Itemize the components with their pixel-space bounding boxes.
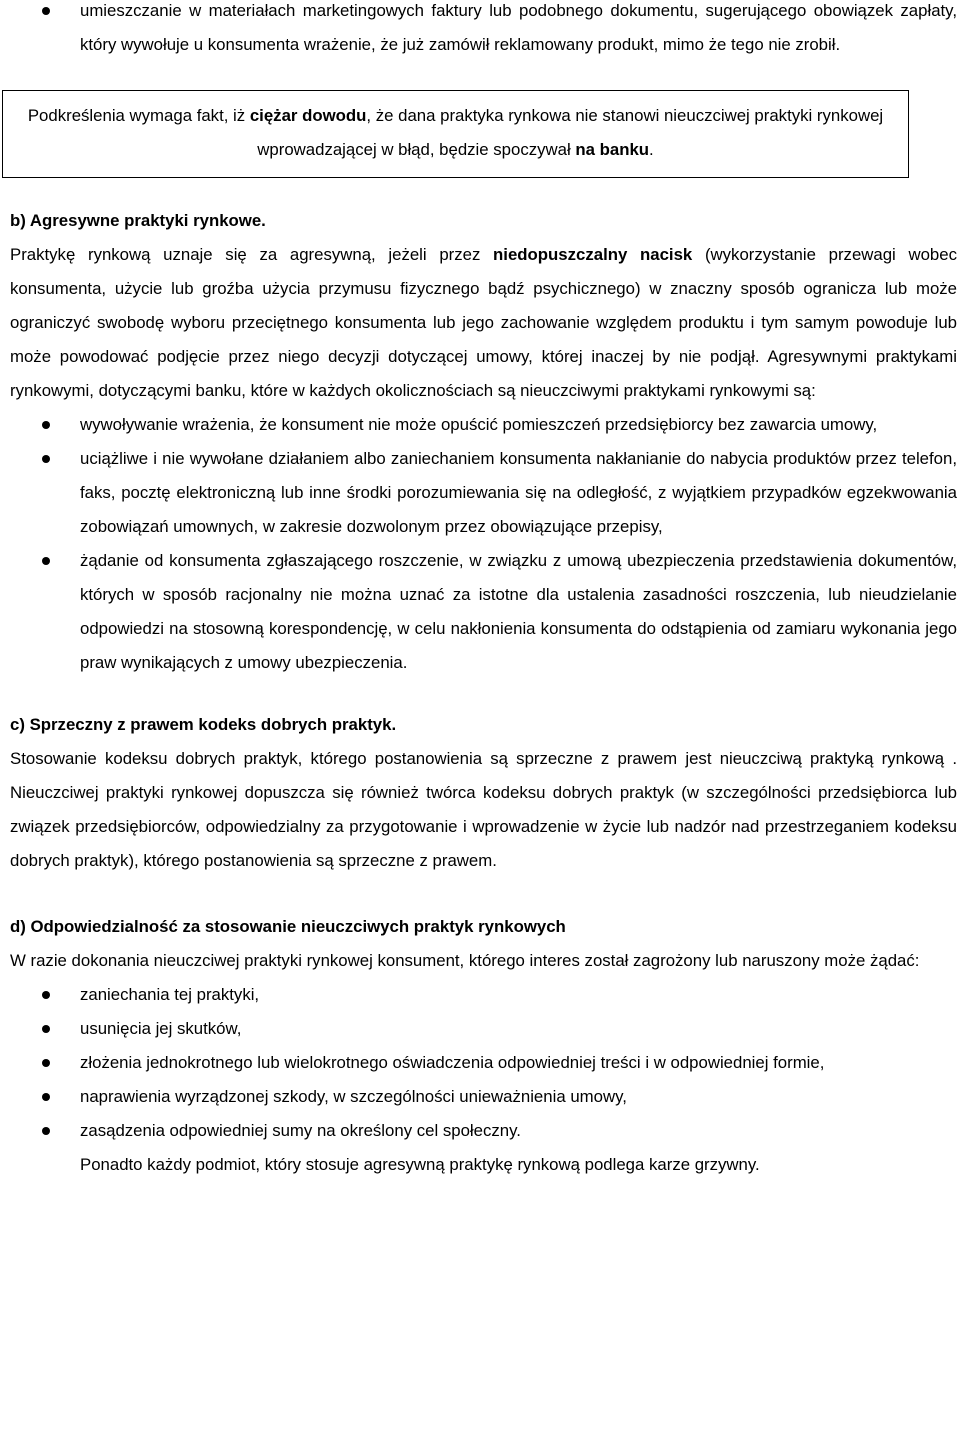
burden-of-proof-box [2,90,909,178]
intro-bullet-item [10,0,957,62]
document-page [10,0,957,1182]
section-d-bullet-text: zaniechania tej praktyki, [80,985,260,1004]
box-text-part: Podkreślenia wymaga fakt, iż [27,106,250,125]
section-d-heading: d) Odpowiedzialność za stosowanie nieuczciwych praktyk rynkowych [10,917,566,936]
bullet-dot-icon [42,1093,50,1101]
section-b-text: (wykorzystanie przewagi wobec konsumenta, użycie lub groźba użycia przymusu fizycznego bądź psychicznego) w znaczny sposób ogranicza lub może ograniczyć swobodę wyboru przeciętnego konsumenta lub jego zachowanie względem produktu i tym samym powoduje lub może powodować podjęcie przez niego decyzji dotyczącej umowy, której inaczej by nie podjął. Agresywnymi praktykami rynkowymi, dotyczącymi banku, które w każdych okolicznościach są nieuczciwymi praktykami rynkowymi są: [10,245,957,400]
bullet-dot-icon [42,455,50,463]
section-b-bullet-item [10,442,957,544]
section-d-bullet-item [10,978,957,1012]
section-b-heading: b) Agresywne praktyki rynkowe. [10,211,266,230]
section-b-bullet-text: uciążliwe i nie wywołane działaniem albo zaniechaniem konsumenta nakłanianie do nabycia produktów przez telefon, faks, pocztę elektroniczną lub inne środki porozumiewania się na odległość, z wyjątkiem przypadków egzekwowania zobowiązań umownych, w zakresie dozwolonym przez obowiązujące przepisy, [80,449,957,536]
box-bold-bank: na banku [575,140,650,159]
bullet-dot-icon [42,1059,50,1067]
bullet-dot-icon [42,1127,50,1135]
bullet-dot-icon [42,557,50,565]
section-d-bullet-item [10,1046,957,1080]
bullet-dot-icon [42,1025,50,1033]
section-c-heading: c) Sprzeczny z prawem kodeks dobrych praktyk. [10,715,397,734]
section-b-bold-pressure: niedopuszczalny nacisk [493,245,693,264]
section-d-paragraph: W razie dokonania nieuczciwej praktyki rynkowej konsument, którego interes został zagrożony lub naruszony może żądać: [10,951,920,970]
section-d-bullet-item [10,1080,957,1114]
section-d-bullet-item [10,1114,957,1148]
bullet-dot-icon [42,991,50,999]
section-d-bullet-item [10,1012,957,1046]
section-b-text: Praktykę rynkową uznaje się za agresywną, jeżeli przez [10,245,494,264]
section-d-bullet-text: usunięcia jej skutków, [80,1019,242,1038]
intro-bullet-text: umieszczanie w materiałach marketingowych faktury lub podobnego dokumentu, sugerującego obowiązek zapłaty, który wywołuje u konsumenta wrażenie, że już zamówił reklamowany produkt, mimo że tego nie zrobił. [80,1,957,54]
section-d-bullet-text: zasądzenia odpowiedniej sumy na określony cel społeczny. [80,1121,521,1140]
section-d-bullet-text: naprawienia wyrządzonej szkody, w szczególności unieważnienia umowy, [80,1087,627,1106]
section-b-paragraph [10,238,957,408]
section-b-bullet-text: żądanie od konsumenta zgłaszającego roszczenie, w związku z umową ubezpieczenia przedstawienia dokumentów, których w sposób racjonalny nie można uznać za istotne dla ustalenia zasadności roszczenia, lub nieudzielanie odpowiedzi na stosowną korespondencję, w celu nakłonienia konsumenta do odstąpienia od zamiaru wykonania jego praw wynikających z umowy ubezpieczenia. [80,551,957,672]
box-text-part: , że dana praktyka rynkowa nie stanowi nieuczciwej praktyki rynkowej wprowadzającej w błąd, będzie spoczywał [257,106,884,159]
section-b-bullet-item [10,544,957,680]
bullet-dot-icon [42,421,50,429]
section-c-paragraph: Stosowanie kodeksu dobrych praktyk, którego postanowienia są sprzeczne z prawem jest nieuczciwą praktyką rynkową . Nieuczciwej praktyki rynkowej dopuszcza się również twórca kodeksu dobrych praktyk (w szczególności przedsiębiorca lub związek przedsiębiorców, odpowiedzialny za przygotowanie i wprowadzenie w życie lub nadzór nad przestrzeganiem kodeksu dobrych praktyk), którego postanowienia są sprzeczne z prawem. [10,749,957,870]
box-bold-burden: ciężar dowodu [249,106,367,125]
box-text-part: . [649,140,654,159]
section-d-closing: Ponadto każdy podmiot, który stosuje agresywną praktykę rynkową podlega karze grzywny. [80,1155,760,1174]
section-b-bullet-text: wywoływanie wrażenia, że konsument nie może opuścić pomieszczeń przedsiębiorcy bez zawarcia umowy, [80,415,878,434]
bullet-dot-icon [42,7,50,15]
section-b-bullet-item [10,408,957,442]
section-d-bullet-text: złożenia jednokrotnego lub wielokrotnego oświadczenia odpowiedniej treści i w odpowiedniej formie, [80,1053,825,1072]
